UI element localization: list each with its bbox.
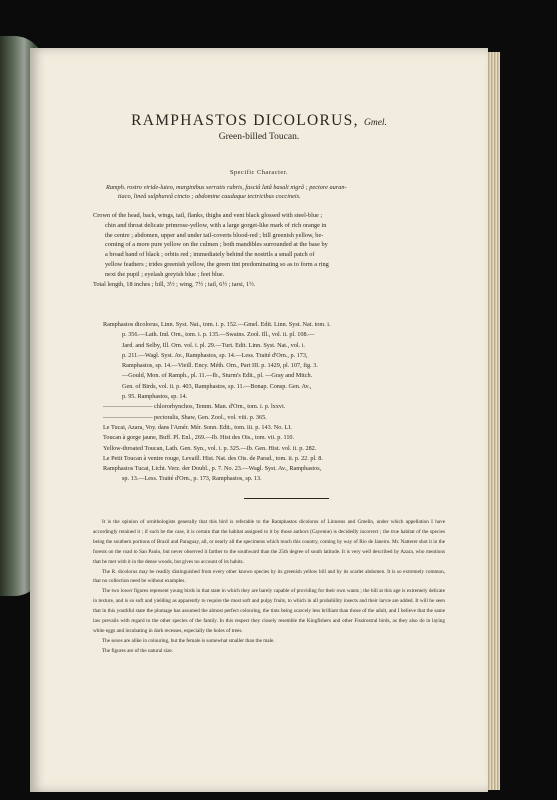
diagnosis-line: Ramph. rostro viride-luteo, marginibus serratis rubris, fasciâ latâ basali nigrâ ; pectore auran- (106, 184, 347, 191)
description-line: the centre ; abdomen, upper and under tail-coverts blood-red ; bill greenish yellow, be- (105, 231, 324, 239)
synonymy-line: —Gould, Mon. of Ramph., pl. 11.—Ib., Sturm's Edit., pl. —Gray and Mitch. (122, 372, 313, 380)
book-page (30, 48, 488, 792)
section-heading: Specific Character. (229, 169, 289, 176)
synonymy-line: sp. 13.—Less. Traité d'Orn., p. 173, Ramphastos, sp. 13. (122, 475, 262, 483)
synonymy-list (103, 320, 443, 485)
synonymy-line: Le Petit Toucan à ventre rouge, Levaill. Hist. Nat. des Ois. de Parad., tom. ii. p. 22. pl. 8. (103, 454, 323, 462)
essay-paragraph: The R. dicolorus may be readily distinguished from every other known species by its greenish yellow bill and by its scarlet abdomen. It is so extremely common, that no collection need be without examples. (93, 568, 445, 585)
book-page-edges (486, 52, 500, 790)
page-title (30, 112, 488, 130)
synonymy-line: Ramphastos, sp. 14.—Vieill. Ency. Méth. Orn., Part III. p. 1429, pl. 107, fig. 3. (122, 362, 318, 370)
latin-diagnosis (106, 183, 441, 202)
essay-paragraph: The figures are of the natural size. (102, 647, 174, 654)
common-name: Green-billed Toucan. (218, 132, 300, 142)
synonymy-line: ———————— chlororhynchos, Temm. Man. d'Orn., tom. i. p. lxxvi. (103, 403, 286, 411)
section-divider (244, 498, 329, 499)
synonymy-line: p. 356.—Lath. Ind. Orn., tom. i. p. 135.—Swains. Zool. Ill., vol. ii. pl. 108.— (122, 331, 315, 339)
synonymy-line: Gen. of Birds, vol. ii. p. 403, Ramphastos, sp. 11.—Bonap. Consp. Gen. Av., (122, 382, 312, 390)
essay-paragraph: It is the opinion of ornithologists generally that this bird is referable to the Ramphastos dicolorus of Linnæus and Gmelin, under which appellation I have accordingly retained it ; if such be the case, it is certain that the habitat assigned to it by those authors (Cayenne) is decidedly incorrect ; the true habitat of the species being the southern portions of Brazil and Paraguay, all, or nearly all the specimens which reach this country, coming by way of Rio de Janeiro. Mr. Natterer shot it in the forests on the road to San Paulo, but never observed it farther to the southward than the 25th degree of south latitude. It is very well described by Azara, who mentions that he met with it in the dense woods, but gives no account of its habits. (93, 519, 445, 565)
plumage-description (93, 211, 443, 289)
measurements-line: Total length, 18 inches ; bill, 3½ ; wing, 7½ ; tail, 6½ ; tarsi, 1½. (93, 280, 256, 288)
synonymy-line: Ramphastos dicolorus, Linn. Syst. Nat., tom. i. p. 152.—Gmel. Edit. Linn. Syst. Nat. tom. i. (103, 321, 331, 328)
synonymy-line: p. 211.—Wagl. Syst. Av., Ramphastos, sp. 14.—Less. Traité d'Orn., p. 173, (122, 351, 308, 359)
essay-paragraph: The sexes are alike in colouring, but the female is somewhat smaller than the male. (102, 637, 275, 644)
synonymy-line: Toucan à gorge jaune, Buff. Pl. Enl., 269.—Ib. Hist des Ois., tom. vii. p. 110. (103, 434, 295, 442)
synonymy-line: ———————— pectoralis, Shaw, Gen. Zool., vol. viii. p. 365. (103, 413, 267, 421)
synonymy-line: p. 95. Ramphastos, sp. 14. (122, 393, 188, 401)
species-authority: Gmel. (363, 118, 387, 128)
synonymy-line: Le Tucai, Azara, Voy. dans l'Amér. Mér. Sonn. Edit., tom. iii. p. 143. No. LI. (103, 423, 292, 431)
species-essay (93, 518, 445, 657)
diagnosis-line: tiaco, lineâ sulphureâ cincto ; abdomine caudaque tectricibus coccineis. (118, 193, 301, 201)
description-line: a broad band of black ; orbits red ; immediately behind the nostrils a small patch of (105, 251, 315, 259)
description-line: coming of a more pure yellow on the culmen ; both mandibles surrounded at the base by (105, 241, 328, 249)
synonymy-line: Jard. and Selby, Ill. Orn. vol. i. pl. 29.—Turt. Edit. Linn. Syst. Nat., vol. i. (122, 341, 305, 349)
species-name: RAMPHASTOS DICOLORUS, (131, 112, 359, 129)
description-line: yellow feathers ; irides greenish yellow, the green tint predominating so as to form a ring (105, 260, 329, 268)
description-line: Crown of the head, back, wings, tail, flanks, thighs and vent black glossed with steel-blue ; (93, 212, 323, 219)
synonymy-line: Ramphastos Tucai, Licht. Verz. der Doubl., p. 7. No. 23.—Wagl. Syst. Av., Ramphastos, (103, 465, 322, 473)
description-line: chin and throat delicate primrose-yellow, with a large gorget-like mark of rich orange in (105, 221, 327, 229)
description-line: next the pupil ; eyelash greyish blue ; feet blue. (105, 270, 225, 278)
synonymy-line: Yellow-throated Toucan, Lath. Gen. Syn., vol. i. p. 325.—Ib. Gen. Hist. vol. ii. p. 282. (103, 444, 317, 452)
essay-paragraph: The two lower figures represent young birds in that state in which they are barely capable of providing for their own wants ; the bill at this age is extremely delicate in texture, and is so soft and yielding as apparently to require the most soft and pulpy fruits, to which in all probability insects and their larvæ are added. It will be seen that in this youthful state the plumage has assumed the almost perfect colouring, the tints being scarcely less brilliant than those of the adult, and I believe that the same law prevails with regard to the other species of the family. In this respect they closely resemble the Kingfishers and other Fissirostral birds, as they also do in laying white eggs and incubating in dark recesses, especially the holes of trees. (93, 588, 445, 634)
